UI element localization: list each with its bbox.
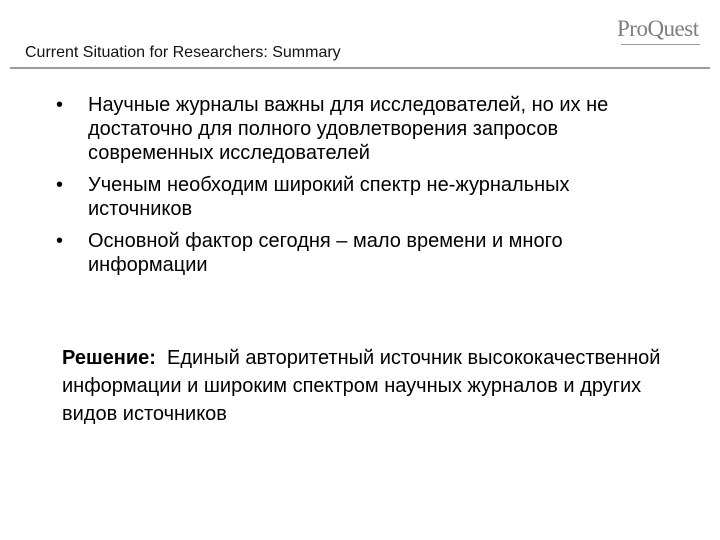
logo-text: ProQuest bbox=[617, 16, 699, 41]
slide-title: Current Situation for Researchers: Summary bbox=[25, 44, 341, 61]
bullet-text: Основной фактор сегодня – мало времени и много информации bbox=[88, 230, 563, 276]
bullet-item-sources bbox=[56, 173, 676, 221]
bullet-item-journals bbox=[56, 93, 676, 165]
header-divider bbox=[10, 67, 710, 69]
bullet-text: Научные журналы важны для исследователей, но их не достаточно для полного удовлетворения запросов современных исследователей bbox=[88, 94, 609, 164]
bullet-marker: • bbox=[56, 94, 64, 116]
bullet-marker: • bbox=[56, 230, 64, 252]
solution-paragraph bbox=[62, 344, 662, 428]
bullet-item-time bbox=[56, 229, 676, 277]
solution-label: Решение: bbox=[62, 347, 156, 369]
bullet-text: Ученым необходим широкий спектр не-журнальных источников bbox=[88, 174, 570, 220]
proquest-logo bbox=[617, 14, 703, 44]
solution-text: Единый авторитетный источник высококачественной информации и широким спектром научных журналов и других видов источников bbox=[62, 347, 661, 425]
bullet-list bbox=[56, 93, 676, 285]
bullet-marker: • bbox=[56, 174, 64, 196]
logo-underline bbox=[621, 44, 700, 45]
